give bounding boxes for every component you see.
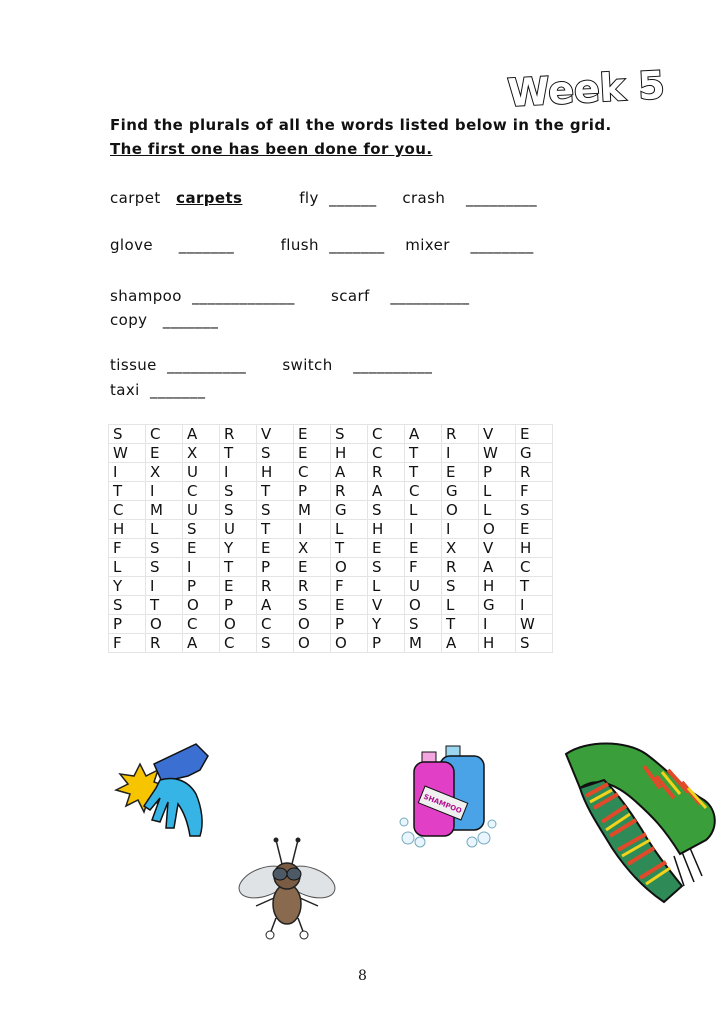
fly-icon	[234, 832, 340, 942]
grid-cell: P	[294, 482, 331, 501]
grid-cell: U	[183, 501, 220, 520]
grid-cell: S	[368, 558, 405, 577]
word-row	[110, 287, 469, 305]
grid-cell: L	[368, 577, 405, 596]
grid-row	[109, 558, 553, 577]
instruction-line-2-text: The first one has been done for you.	[110, 140, 433, 158]
grid-cell: O	[442, 501, 479, 520]
grid-cell: T	[331, 539, 368, 558]
grid-cell: T	[257, 520, 294, 539]
grid-cell: S	[442, 577, 479, 596]
grid-cell: S	[109, 596, 146, 615]
grid-cell: C	[368, 444, 405, 463]
grid-cell: X	[442, 539, 479, 558]
word-search-grid	[108, 424, 553, 653]
grid-cell: W	[479, 444, 516, 463]
grid-cell: I	[442, 520, 479, 539]
grid-cell: S	[516, 501, 553, 520]
word-row	[110, 236, 534, 254]
grid-cell: U	[183, 463, 220, 482]
word-row	[110, 311, 218, 329]
grid-cell: S	[220, 501, 257, 520]
grid-cell: U	[220, 520, 257, 539]
grid-row	[109, 634, 553, 653]
grid-cell: S	[257, 634, 294, 653]
grid-cell: T	[405, 444, 442, 463]
grid-cell: C	[368, 425, 405, 444]
grid-cell: V	[479, 425, 516, 444]
grid-cell: U	[405, 577, 442, 596]
grid-cell: I	[442, 444, 479, 463]
grid-row	[109, 596, 553, 615]
grid-cell: O	[220, 615, 257, 634]
grid-cell: O	[146, 615, 183, 634]
grid-cell: R	[220, 425, 257, 444]
grid-cell: C	[516, 558, 553, 577]
grid-row	[109, 463, 553, 482]
grid-cell: H	[479, 634, 516, 653]
grid-cell: G	[516, 444, 553, 463]
grid-cell: L	[405, 501, 442, 520]
grid-cell: R	[146, 634, 183, 653]
grid-cell: M	[146, 501, 183, 520]
word-prompt: shampoo _____________ scarf __________	[110, 287, 470, 305]
grid-cell: T	[220, 558, 257, 577]
grid-cell: V	[257, 425, 294, 444]
grid-row	[109, 482, 553, 501]
word-row	[110, 356, 432, 374]
grid-cell: G	[442, 482, 479, 501]
grid-cell: S	[146, 539, 183, 558]
word-prompt: tissue __________ switch __________	[110, 356, 433, 374]
grid-cell: C	[405, 482, 442, 501]
grid-cell: G	[479, 596, 516, 615]
grid-row	[109, 425, 553, 444]
grid-cell: I	[183, 558, 220, 577]
grid-cell: R	[516, 463, 553, 482]
grid-cell: A	[257, 596, 294, 615]
grid-cell: S	[220, 482, 257, 501]
grid-cell: A	[405, 425, 442, 444]
grid-cell: E	[294, 444, 331, 463]
grid-cell: C	[257, 615, 294, 634]
grid-cell: A	[183, 425, 220, 444]
grid-cell: I	[479, 615, 516, 634]
grid-cell: S	[294, 596, 331, 615]
grid-cell: M	[294, 501, 331, 520]
grid-cell: Y	[109, 577, 146, 596]
grid-cell: P	[183, 577, 220, 596]
word-prompt: taxi _______	[110, 381, 206, 399]
grid-cell: O	[331, 634, 368, 653]
grid-cell: A	[368, 482, 405, 501]
grid-row	[109, 577, 553, 596]
grid-cell: I	[516, 596, 553, 615]
grid-row	[109, 539, 553, 558]
week-title	[506, 56, 666, 116]
word-row	[110, 381, 205, 399]
grid-cell: L	[479, 501, 516, 520]
grid-cell: T	[109, 482, 146, 501]
grid-cell: R	[368, 463, 405, 482]
grid-cell: T	[220, 444, 257, 463]
instruction-line-2	[110, 140, 432, 158]
grid-cell: Y	[368, 615, 405, 634]
grid-cell: G	[331, 501, 368, 520]
grid-cell: P	[220, 596, 257, 615]
grid-cell: I	[146, 577, 183, 596]
grid-cell: T	[146, 596, 183, 615]
example-answer: carpets	[176, 189, 243, 207]
grid-cell: S	[146, 558, 183, 577]
grid-cell: C	[294, 463, 331, 482]
grid-cell: H	[516, 539, 553, 558]
grid-cell: H	[257, 463, 294, 482]
grid-cell: E	[257, 539, 294, 558]
grid-cell: I	[109, 463, 146, 482]
grid-cell: V	[368, 596, 405, 615]
grid-cell: H	[109, 520, 146, 539]
grid-cell: E	[220, 577, 257, 596]
grid-cell: F	[331, 577, 368, 596]
grid-row	[109, 444, 553, 463]
grid-cell: M	[405, 634, 442, 653]
grid-cell: S	[183, 520, 220, 539]
grid-cell: A	[183, 634, 220, 653]
week-title-text: Week 5	[506, 62, 666, 116]
word-prompt: glove _______ flush _______ mixer ________	[110, 236, 534, 254]
grid-cell: T	[516, 577, 553, 596]
word-row	[110, 189, 537, 207]
grid-cell: L	[479, 482, 516, 501]
grid-cell: O	[294, 615, 331, 634]
scarf-icon	[556, 736, 724, 908]
grid-cell: C	[183, 482, 220, 501]
shampoo-label: SHAMPOO	[422, 792, 463, 816]
grid-cell: E	[368, 539, 405, 558]
grid-cell: T	[405, 463, 442, 482]
grid-cell: L	[442, 596, 479, 615]
grid-cell: R	[257, 577, 294, 596]
grid-cell: O	[183, 596, 220, 615]
grid-cell: E	[183, 539, 220, 558]
grid-cell: O	[405, 596, 442, 615]
grid-cell: O	[331, 558, 368, 577]
grid-cell: E	[442, 463, 479, 482]
grid-cell: I	[405, 520, 442, 539]
grid-cell: E	[405, 539, 442, 558]
grid-cell: H	[368, 520, 405, 539]
word-prompt: fly ______ crash _________	[242, 189, 538, 207]
grid-cell: S	[405, 615, 442, 634]
grid-cell: C	[109, 501, 146, 520]
grid-cell: E	[331, 596, 368, 615]
grid-cell: T	[442, 615, 479, 634]
grid-cell: X	[294, 539, 331, 558]
glove-icon	[104, 736, 226, 842]
word-prompt: carpet	[110, 189, 177, 207]
grid-cell: S	[109, 425, 146, 444]
grid-cell: E	[516, 520, 553, 539]
grid-cell: P	[331, 615, 368, 634]
grid-cell: F	[109, 634, 146, 653]
grid-cell: W	[109, 444, 146, 463]
grid-cell: P	[257, 558, 294, 577]
grid-cell: S	[257, 501, 294, 520]
grid-cell: I	[146, 482, 183, 501]
grid-cell: S	[516, 634, 553, 653]
grid-cell: C	[183, 615, 220, 634]
grid-cell: I	[294, 520, 331, 539]
grid-cell: S	[368, 501, 405, 520]
word-prompt: copy _______	[110, 311, 219, 329]
grid-row	[109, 501, 553, 520]
grid-cell: L	[109, 558, 146, 577]
grid-cell: P	[479, 463, 516, 482]
grid-cell: F	[109, 539, 146, 558]
grid-cell: I	[220, 463, 257, 482]
page-number: 8	[358, 968, 367, 984]
grid-cell: R	[331, 482, 368, 501]
grid-cell: C	[220, 634, 257, 653]
grid-cell: E	[146, 444, 183, 463]
grid-cell: F	[516, 482, 553, 501]
grid-cell: A	[442, 634, 479, 653]
grid-cell: V	[479, 539, 516, 558]
grid-cell: E	[516, 425, 553, 444]
grid-cell: O	[294, 634, 331, 653]
grid-cell: E	[294, 558, 331, 577]
instruction-line-1: Find the plurals of all the words listed below in the grid.	[110, 116, 612, 134]
grid-cell: L	[331, 520, 368, 539]
grid-cell: E	[294, 425, 331, 444]
shampoo-bottles-icon	[398, 742, 502, 848]
grid-cell: P	[368, 634, 405, 653]
grid-cell: C	[146, 425, 183, 444]
grid-cell: R	[442, 558, 479, 577]
grid-cell: H	[479, 577, 516, 596]
grid-cell: X	[183, 444, 220, 463]
grid-row	[109, 520, 553, 539]
grid-cell: R	[442, 425, 479, 444]
grid-cell: L	[146, 520, 183, 539]
grid-cell: O	[479, 520, 516, 539]
grid-cell: S	[257, 444, 294, 463]
grid-cell: P	[109, 615, 146, 634]
grid-row	[109, 615, 553, 634]
grid-cell: H	[331, 444, 368, 463]
grid-cell: F	[405, 558, 442, 577]
grid-cell: Y	[220, 539, 257, 558]
grid-cell: R	[294, 577, 331, 596]
grid-cell: W	[516, 615, 553, 634]
grid-cell: S	[331, 425, 368, 444]
grid-cell: A	[479, 558, 516, 577]
grid-cell: X	[146, 463, 183, 482]
grid-cell: A	[331, 463, 368, 482]
grid-cell: T	[257, 482, 294, 501]
